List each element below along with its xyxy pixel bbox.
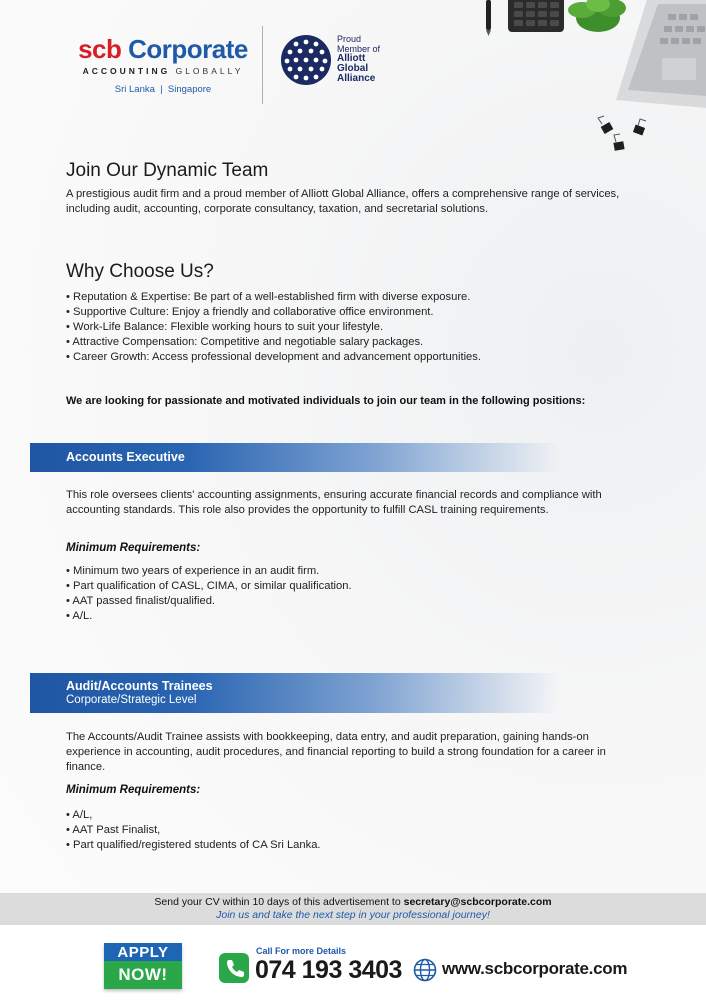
plant-icon — [568, 0, 626, 32]
position-banner-audit-trainees — [30, 673, 560, 713]
requirements-title: Minimum Requirements: — [66, 542, 201, 554]
phone-number[interactable]: 074 193 3403 — [255, 956, 402, 984]
intro-paragraph: A prestigious audit firm and a proud member of Alliott Global Alliance, offers a comprehensive range of services, including audit, accounting, corporate consultancy, taxation, and secretarial solutions. — [66, 188, 620, 215]
logo-tagline-bold: ACCOUNTING — [82, 66, 171, 76]
position-title: Accounts Executive — [66, 450, 185, 464]
alliance-line-3: Alliott — [337, 53, 366, 64]
globe-icon — [413, 958, 437, 982]
apply-button-label-2[interactable]: NOW! — [118, 965, 168, 984]
positions-callout: We are looking for passionate and motivated individuals to join our team in the following positions: — [66, 395, 586, 407]
position-description: The Accounts/Audit Trainee assists with bookkeeping, data entry, and audit preparation, gaining hands-on experience in accounting, audit procedures, and financial reporting to build a strong foundation for a career in finance. — [66, 731, 606, 773]
list-item: • Reputation & Expertise: Be part of a well-established firm with diverse exposure. — [66, 290, 646, 305]
list-item: • Supportive Culture: Enjoy a friendly and collaborative office environment. — [66, 305, 646, 320]
position-title: Audit/Accounts Trainees — [66, 679, 213, 693]
list-item: • AAT Past Finalist, — [66, 823, 646, 838]
alliance-line-4: Global — [337, 63, 369, 74]
binder-clip-icon — [601, 122, 645, 151]
list-item: • Part qualified/registered students of CA Sri Lanka. — [66, 838, 646, 853]
logo-corporate-text: Corporate — [128, 34, 248, 64]
alliance-line-5: Alliance — [337, 73, 376, 84]
call-label: Call For more Details — [256, 946, 347, 956]
logo-divider — [262, 26, 263, 104]
list-item: • Part qualification of CASL, CIMA, or similar qualification. — [66, 579, 646, 594]
why-choose-list — [66, 290, 646, 365]
list-item: • Career Growth: Access professional development and advancement opportunities. — [66, 350, 646, 365]
logo-scb-text: scb — [78, 34, 122, 64]
why-choose-title: Why Choose Us? — [66, 261, 214, 282]
list-item: • AAT passed finalist/qualified. — [66, 594, 646, 609]
alliance-member-text — [337, 34, 380, 84]
position-banner-accounts-executive — [30, 443, 560, 472]
list-item: • Minimum two years of experience in an audit firm. — [66, 564, 646, 579]
pen-icon — [486, 0, 491, 36]
company-logo — [78, 36, 248, 95]
list-item: • Work-Life Balance: Flexible working hours to suit your lifestyle. — [66, 320, 646, 335]
requirements-title: Minimum Requirements: — [66, 784, 201, 796]
cta-line: Join us and take the next step in your professional journey! — [216, 909, 490, 921]
requirements-list — [66, 808, 646, 853]
apply-button-label-1[interactable]: APPLY — [117, 944, 169, 961]
website-link[interactable]: www.scbcorporate.com — [442, 959, 628, 978]
alliott-globe-icon — [280, 34, 332, 86]
cv-instruction-bar — [0, 893, 706, 925]
desk-decoration — [478, 0, 706, 160]
phone-icon — [219, 953, 249, 983]
page-title: Join Our Dynamic Team — [66, 160, 269, 181]
requirements-list — [66, 564, 646, 624]
cv-instruction-text — [0, 893, 706, 908]
cv-instruction-prefix: Send your CV within 10 days of this advertisement to — [154, 896, 404, 908]
position-description: This role oversees clients' accounting assignments, ensuring accurate financial records and compliance with accounting standards. This role also provides the opportunity to fulfill CASL training requirements. — [66, 489, 602, 516]
logo-locations: Sri Lanka | Singapore — [114, 84, 212, 95]
position-subtitle: Corporate/Strategic Level — [66, 694, 197, 706]
alliance-line-1: Proud — [337, 34, 362, 44]
list-item: • A/L, — [66, 808, 646, 823]
list-item: • Attractive Compensation: Competitive and negotiable salary packages. — [66, 335, 646, 350]
laptop-icon — [616, 0, 706, 108]
list-item: • A/L. — [66, 609, 646, 624]
cv-email-link[interactable]: secretary@scbcorporate.com — [403, 896, 552, 908]
logo-tagline-rest: GLOBALLY — [175, 66, 244, 76]
alliance-line-2: Member of — [337, 44, 381, 54]
calculator-icon — [508, 0, 564, 32]
